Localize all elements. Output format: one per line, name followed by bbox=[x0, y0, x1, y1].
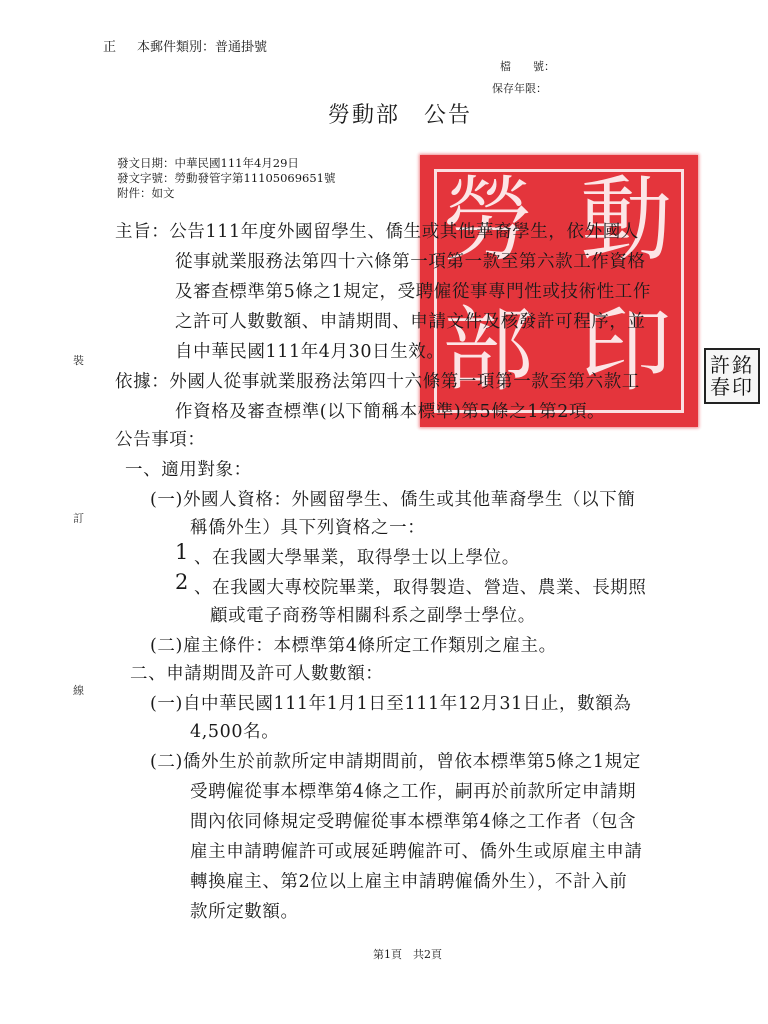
basis-line: 依據：外國人從事就業服務法第四十六條第一項第一款至第六款工 bbox=[115, 372, 640, 392]
issue-date: 發文日期：中華民國111年4月29日 bbox=[117, 156, 299, 170]
section-2-2-line: (二)僑外生於前款所定申請期間前，曾依本標準第5條之1規定 bbox=[150, 752, 641, 772]
item-1-number: 1 bbox=[175, 540, 189, 564]
basis-line: 作資格及審查標準(以下簡稱本標準)第5條之1第2項。 bbox=[175, 402, 606, 422]
section-2-2-line: 雇主申請聘僱許可或展延聘僱許可、僑外生或原雇主申請 bbox=[190, 842, 643, 862]
item-2-line: 顧或電子商務等相關科系之副學士學位。 bbox=[210, 606, 536, 626]
section-1-2: (二)雇主條件：本標準第4條所定工作類別之雇主。 bbox=[150, 636, 557, 656]
item-1-text: 、在我國大學畢業，取得學士以上學位。 bbox=[194, 548, 520, 568]
document-title: 勞動部 公告 bbox=[328, 103, 473, 128]
attachment: 附件：如文 bbox=[117, 186, 175, 200]
binding-margin-char: 訂 bbox=[73, 512, 84, 525]
official-seal: 勞 動 部 印 bbox=[420, 155, 698, 427]
section-1-heading: 一、適用對象： bbox=[125, 460, 252, 480]
file-number-label: 檔 號： bbox=[500, 60, 555, 73]
section-2-2-line: 間內依同條規定受聘僱從事本標準第4條之工作者（包含 bbox=[190, 812, 637, 832]
binding-margin-char: 裝 bbox=[73, 354, 84, 367]
minister-stamp: 許 銘 春 印 bbox=[704, 348, 760, 404]
subject-line: 主旨：公告111年度外國留學生、僑生或其他華裔學生，依外國人 bbox=[115, 222, 639, 242]
section-1-1-line: (一)外國人資格：外國留學生、僑生或其他華裔學生（以下簡 bbox=[150, 490, 636, 510]
retention-label: 保存年限： bbox=[492, 82, 547, 95]
item-2-line: 、在我國大專校院畢業，取得製造、營造、農業、長期照 bbox=[194, 578, 647, 598]
item-2-number: 2 bbox=[175, 570, 189, 594]
page-footer: 第1頁 共2頁 bbox=[373, 948, 442, 961]
binding-margin-char: 線 bbox=[73, 684, 84, 697]
mail-type: 本郵件類別：普通掛號 bbox=[137, 40, 268, 55]
section-2-heading: 二、申請期間及許可人數數額： bbox=[130, 664, 384, 684]
section-2-1-line: (一)自中華民國111年1月1日至111年12月31日止，數額為 bbox=[150, 694, 632, 714]
subject-line: 及審查標準第5條之1規定，受聘僱從事專門性或技術性工作 bbox=[175, 282, 651, 302]
section-2-2-line: 受聘僱從事本標準第4條之工作，嗣再於前款所定申請期 bbox=[190, 782, 637, 802]
copy-type: 正 bbox=[103, 40, 117, 55]
section-2-2-line: 轉換雇主、第2位以上雇主申請聘僱僑外生），不計入前 bbox=[190, 872, 628, 892]
section-1-1-line: 稱僑外生）具下列資格之一： bbox=[190, 518, 426, 538]
notice-heading: 公告事項： bbox=[115, 430, 206, 450]
section-2-1-line: 4,500名。 bbox=[190, 722, 280, 742]
document-number: 發文字號：勞動發管字第11105069651號 bbox=[117, 171, 336, 185]
subject-line: 之許可人數數額、申請期間、申請文件及核發許可程序，並 bbox=[175, 312, 646, 332]
subject-line: 從事就業服務法第四十六條第一項第一款至第六款工作資格 bbox=[175, 252, 646, 272]
subject-line: 自中華民國111年4月30日生效。 bbox=[175, 342, 445, 362]
section-2-2-line: 款所定數額。 bbox=[190, 902, 299, 922]
